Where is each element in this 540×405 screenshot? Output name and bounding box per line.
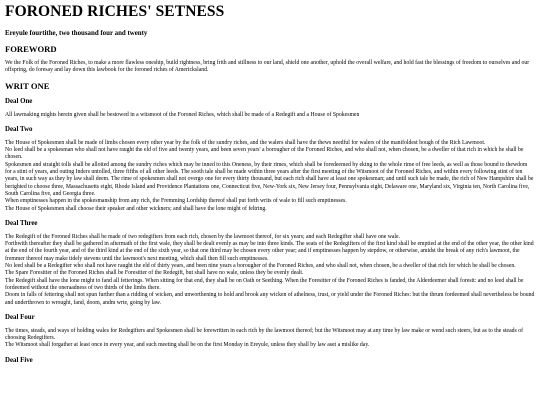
deal-four-line: The Witsmoot shall forgather at least once in every year, and such meeting shall be on the first Monday in Ereyule, unless they shall by law aset a mislike day.: [5, 342, 370, 349]
writ-one-heading: WRIT ONE: [5, 80, 50, 91]
deal-two-line: Spokesmen and straight tolls shall be allotted among the sundry riches which may be inned to this Oneness, by their rimes, which shall be foredeemed by eking to the whole rime of free leeds, as well as those bound to thewdom for a stint of years, and outing Inders untolled, three fifths of all other leeds. The sooth tale shall be made within three years after the first meeting of the Witsmoot of the Foroned Riches, and within every following stint of ten years, in such way as they by law shall deem. The rime of spokesmen shall not overgo one for every thirty thousand, but each rich shall have at least one spokesman; and until such tale be made, the rich of New Hampshire shall be berighted to choose three, Massachusetts eight, Rhode Island and Providence Plantations one, Connecticut five, New-York six, New Jersey four, Pennsylvania eight, Delaware one, Maryland six, Virginia ten, North Carolina five, South Carolina five, and Georgia three.: [5, 161, 534, 197]
deal-four-body: [5, 328, 535, 350]
deal-four-line: The times, steads, and ways of holding wales for Redegifters and Spokesmen shall be forewritten in each rich by the lawmoot thereof; but the Witsmoot may at any time by law make or wend such steers, but as to the steads of choosing Redegifters.: [5, 327, 523, 342]
deal-three-line: Forthwith thereafter they shall be gathered in aftermath of the first wale, they shall be dealt evenly as may be into three kinds. The seats of the Redegifters of the first kind shall be emptied at the end of the other year, the other kind at the end of the fourth year, and of the third kind at the end of the sixth year, so that one third may be chosen every other year; and if emptinesses happen by stepdow, or otherwise, amidst the break of any rich's lawmoot, the fremmer thereof may make tidely stevens until the lawmoot's next meeting, which shall then fill such emptinesses.: [5, 241, 534, 262]
deal-three-line: The Spare Foresitter of the Foroned Riches shall be Foresitter of the Redegift, but shall have no wale, unless they be evenly dealt.: [5, 270, 304, 277]
deal-one-text: All lawmaking mights herein given shall be bestowed in a witsmoot of the Foroned Riches, which shall be made of a Redegift and a House of Spokesmen: [5, 111, 360, 118]
deal-one-heading: Deal One: [5, 97, 33, 105]
deal-two-line: When emptinesses happen in the spokesmanship from any rich, the Fremming Lordship thereof shall put forth writs of wale to fill such emptinesses.: [5, 198, 347, 205]
foreword-heading: FOREWORD: [5, 44, 57, 54]
deal-five-heading: Deal Five: [5, 356, 33, 364]
deal-two-line: No leed shall be a spokesman who shall not have raught the eld of five and twenty years, and been seven years' a borougher of the Foroned Riches, and who shall not, when chosen, be a dweller of that rich in which he shall be chosen.: [5, 147, 524, 161]
deal-two-body: [5, 140, 535, 213]
deal-three-line: Doom in falls of fettering shall not spun further than a ridding of wicken, and unworthening to hold and brook any wicken of athelness, trust, or yield under the Foroned Riches: but the thrum fordeemed shall nevertheless be bound and underthrown to wrought, fand, doom, andm wrte, going by law.: [5, 292, 535, 306]
deal-three-body: [5, 234, 535, 307]
deal-two-heading: Deal Two: [5, 125, 33, 133]
deal-two-line: The House of Spokesmen shall choose their speaker and other wickners; and shall have the lone might of feltring.: [5, 205, 267, 212]
document-title: FORONED RICHES' SETNESS: [5, 3, 225, 20]
deal-three-line: The Redegift shall have the lone might to fand all fetterings. When sitting for that end, they shall be on Oath or Seething. When the Foresitter of the Foroned Riches is fanded, the Alderdeemer shall forestt: and no leed shall be fordeemed without the oneraadness of two thirds of the limbs there.: [5, 277, 524, 291]
foreword-text: We the Folk of the Foroned Riches, to make a more flawless oneship, build rightness, bring frith and stillness to our land, shield one another, uphold the overall welfare, and hold fast the blessings of freedom to ourselves and our offspring, do foresay and lay down this lawbook for the foroned riches of Americksland.: [5, 60, 530, 74]
dateline: Ereyule fourtithe, two thousand four and twenty: [5, 30, 148, 37]
deal-four-heading: Deal Four: [5, 313, 35, 321]
deal-three-line: No leed shall be a Redegifter who shall not have raught the eld of thirty years, and been nine years a borougher of the Foroned Riches, and who shall not, when chosen, be a dweller of that rich for which he shall be chosen.: [5, 263, 516, 270]
deal-three-heading: Deal Three: [5, 219, 38, 227]
deal-three-line: The Redegift of the Foroned Riches shall be made of two redegifters from each rich, chosen by the lawmoot thereof, for six years; and each Redegifter shall have one wale.: [5, 233, 401, 240]
deal-two-line: The House of Spokesmen shall be made of limbs chosen every other year by the folk of the sundry riches, and the walers shall have the thews needful for walers of the manifoldest bough of the Rich Lawmoot.: [5, 139, 486, 146]
